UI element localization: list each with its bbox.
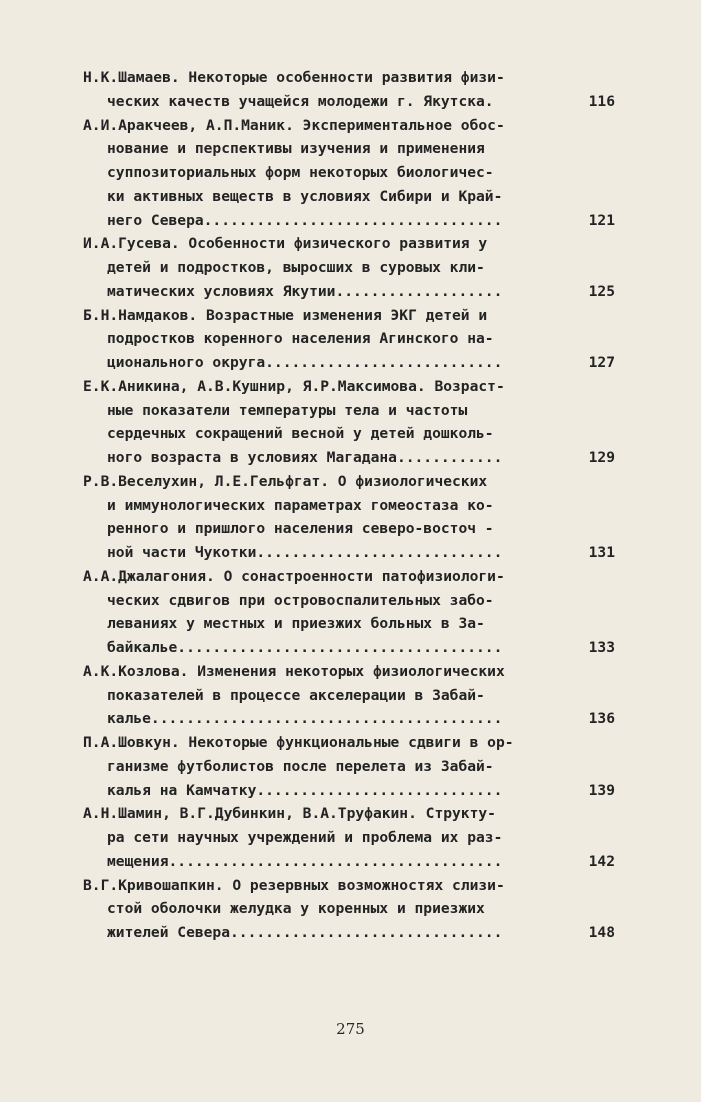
toc-entry	[83, 802, 623, 873]
toc-entry-line: подростков коренного населения Агинского на-	[107, 330, 494, 348]
toc-entry-line: него Севера..................................	[107, 211, 503, 229]
toc-entry	[83, 470, 623, 565]
toc-entry-line: ческих качеств учащейся молодежи г. Якутска.	[107, 92, 494, 110]
toc-entry	[83, 375, 623, 470]
toc-entry-line: показателей в процессе акселерации в Забай-	[107, 686, 485, 704]
toc-page-ref: 136	[588, 710, 615, 728]
toc-entry-line: ческих сдвигов при островоспалительных забо-	[107, 591, 494, 609]
toc-page-ref: 139	[588, 781, 615, 799]
toc-entry	[83, 114, 623, 233]
toc-entry-line: детей и подростков, выросших в суровых кли-	[107, 259, 485, 276]
toc-entry	[83, 731, 623, 802]
toc-entry	[83, 660, 623, 731]
toc-entry-first-line: А.И.Аракчеев, А.П.Маник. Экспериментальное обос-	[83, 116, 505, 134]
toc-entry-line: калье........................................	[107, 710, 503, 728]
page-number: 275	[336, 1020, 365, 1038]
toc-entry	[83, 565, 623, 660]
toc-entry-first-line: Р.В.Веселухин, Л.Е.Гельфгат. О физиологических	[83, 472, 488, 490]
toc-entry-first-line: А.А.Джалагония. О сонастроенности патофизиологи-	[83, 567, 505, 585]
toc-entry-first-line: В.Г.Кривошапкин. О резервных возможностях слизи-	[83, 876, 505, 894]
toc-page-ref: 125	[588, 282, 615, 300]
toc-entry	[83, 304, 623, 375]
toc-entry-first-line: А.Н.Шамин, В.Г.Дубинкин, В.А.Труфакин. Структу-	[83, 805, 496, 823]
toc-page-ref: 133	[588, 639, 615, 656]
toc-entry-line: леваниях у местных и приезжих больных в За-	[107, 615, 485, 633]
toc-entry-line: байкалье.....................................	[107, 639, 503, 656]
toc-entry-line: жителей Севера...............................	[107, 924, 503, 941]
toc-entry-first-line: Б.Н.Намдаков. Возрастные изменения ЭКГ детей и	[83, 306, 488, 324]
toc-entry	[83, 66, 623, 114]
toc-entry-line: ной части Чукотки............................	[107, 544, 503, 561]
toc-entry-line: ра сети научных учреждений и проблема их раз-	[107, 829, 503, 846]
toc-entry	[83, 874, 623, 945]
toc-entry-first-line: А.К.Козлова. Изменения некоторых физиологических	[83, 662, 505, 680]
toc-entry-line: ные показатели температуры тела и частоты	[107, 401, 468, 419]
toc-entry-line: ренного и пришлого населения северо-восточ -	[107, 520, 494, 538]
toc-entry-first-line: Н.К.Шамаев. Некоторые особенности развития физи-	[83, 69, 505, 86]
toc-page-ref: 121	[588, 211, 615, 229]
toc-page-ref: 131	[588, 544, 615, 561]
toc-page-ref: 148	[588, 924, 615, 941]
toc-entry-first-line: И.А.Гусева. Особенности физического развития у	[83, 235, 488, 253]
toc-entry-line: ного возраста в условиях Магадана............	[107, 449, 503, 466]
toc-entry-line: ционального округа...........................	[107, 354, 503, 371]
toc-entry-first-line: Е.К.Аникина, А.В.Кушнир, Я.Р.Максимова. Возраст-	[83, 377, 505, 395]
toc-page-ref: 116	[588, 92, 615, 110]
toc-entry-line: суппозиториальных форм некоторых биологичес-	[107, 164, 494, 181]
toc-page-ref: 129	[588, 449, 615, 466]
toc-entry	[83, 232, 623, 303]
toc-entry-first-line: П.А.Шовкун. Некоторые функциональные сдвиги в ор-	[83, 734, 514, 751]
toc-page-ref: 142	[588, 852, 615, 870]
toc-entry-line: мещения......................................	[107, 852, 503, 870]
toc-entry-line: сердечных сокращений весной у детей дошколь-	[107, 425, 494, 443]
toc-entry-line: ки активных веществ в условиях Сибири и Край-	[107, 187, 503, 205]
toc-entry-line: и иммунологических параметрах гомеостаза ко-	[107, 496, 494, 514]
toc-entry-line: нование и перспективы изучения и применения	[107, 140, 485, 158]
table-of-contents	[83, 66, 623, 945]
toc-entry-line: ганизме футболистов после перелета из Забай-	[107, 757, 494, 775]
toc-entry-line: калья на Камчатку............................	[107, 781, 503, 799]
toc-page-ref: 127	[588, 354, 615, 371]
toc-entry-line: стой оболочки желудка у коренных и приезжих	[107, 900, 485, 918]
toc-entry-line: матических условиях Якутии...................	[107, 282, 503, 300]
